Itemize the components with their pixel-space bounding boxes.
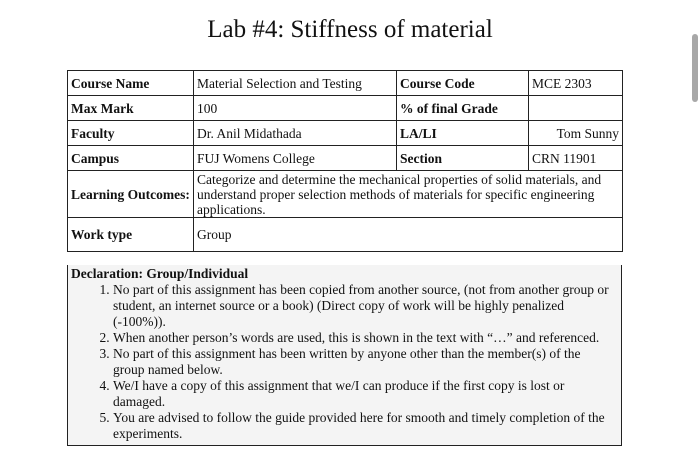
campus-value: FUJ Womens College	[194, 146, 397, 171]
max-mark-label: Max Mark	[68, 96, 194, 121]
list-item: 2. When another person’s words are used, this is shown in the text with “…” and referenced.	[113, 330, 613, 346]
campus-label: Campus	[68, 146, 194, 171]
course-name-label: Course Name	[68, 71, 194, 96]
list-item: 1. No part of this assignment has been copied from another source, (not from another group or student, an internet source or a book) (Direct copy of work will be highly penalized (-100%)).	[113, 282, 613, 330]
scrollbar-thumb[interactable]	[692, 34, 698, 102]
max-mark-value: 100	[194, 96, 397, 121]
table-row	[68, 146, 623, 171]
page-title: Lab #4: Stiffness of material	[207, 16, 493, 43]
percent-final-grade-label: % of final Grade	[397, 96, 529, 121]
list-item: 3. No part of this assignment has been written by anyone other than the member(s) of the group named below.	[113, 346, 613, 378]
table-row	[68, 71, 623, 96]
course-info-table	[67, 70, 623, 252]
declaration-heading: Declaration: Group/Individual	[71, 266, 249, 281]
table-row	[68, 218, 623, 252]
faculty-value: Dr. Anil Midathada	[194, 121, 397, 146]
declaration-box	[67, 265, 622, 446]
percent-final-grade-value	[529, 96, 623, 121]
list-item: 4. We/I have a copy of this assignment that we/I can produce if the first copy is lost or damaged.	[113, 378, 613, 410]
course-code-value: MCE 2303	[529, 71, 623, 96]
section-value: CRN 11901	[529, 146, 623, 171]
learning-outcomes-label: Learning Outcomes:	[68, 171, 194, 218]
learning-outcomes-value: Categorize and determine the mechanical properties of solid materials, and understand proper selection methods of materials for specific engineering applications.	[194, 171, 623, 218]
section-label: Section	[397, 146, 529, 171]
faculty-label: Faculty	[68, 121, 194, 146]
table-row	[68, 96, 623, 121]
table-row	[68, 121, 623, 146]
declaration-list	[68, 282, 621, 442]
lali-value: Tom Sunny	[529, 121, 623, 146]
work-type-value: Group	[194, 218, 623, 252]
lali-label: LA/LI	[397, 121, 529, 146]
course-code-label: Course Code	[397, 71, 529, 96]
list-item: 5. You are advised to follow the guide provided here for smooth and timely completion of the experiments.	[113, 410, 613, 442]
work-type-label: Work type	[68, 218, 194, 252]
table-row	[68, 171, 623, 218]
course-name-value: Material Selection and Testing	[194, 71, 397, 96]
